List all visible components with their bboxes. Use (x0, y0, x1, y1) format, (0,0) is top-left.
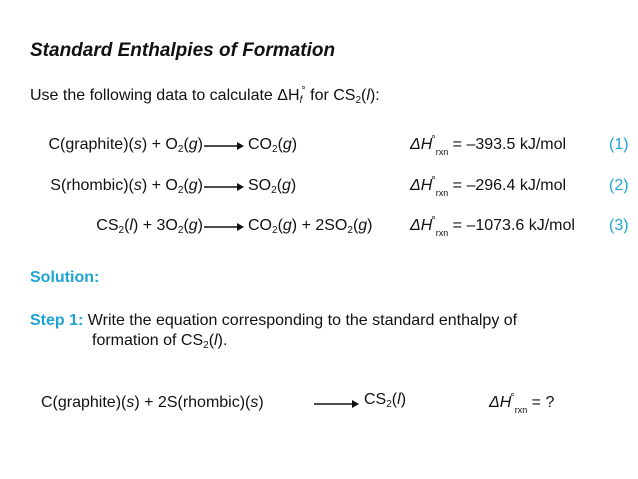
page-title: Standard Enthalpies of Formation (30, 40, 336, 61)
dh-value: –1073.6 kJ/mol (466, 217, 575, 234)
final-lhs (41, 395, 264, 411)
arrow-icon (314, 399, 359, 409)
formula-text: ( (391, 391, 398, 408)
dh-equals-tight: = (448, 217, 467, 234)
formula-text: ) + 3O (132, 217, 178, 234)
formula-text: ) (197, 217, 203, 234)
reaction-2-dh: $\Delta H^\circ_{rxn} = -296.4$ kJ/mol (410, 175, 567, 198)
state-symbol: l (397, 391, 401, 408)
formula-text: ) (290, 177, 297, 194)
state-symbol: s (133, 177, 142, 194)
formula-text: CS (96, 217, 119, 234)
intro-sub-2: 2 (355, 95, 362, 106)
state-symbol: g (188, 177, 198, 194)
formula-text: C(graphite)( (48, 136, 134, 153)
final-value: ? (545, 394, 555, 411)
equation-number: (1) (609, 136, 629, 153)
intro-sub-f: f (299, 95, 303, 106)
formula-text: CO (248, 136, 272, 153)
formula-text: ) (400, 391, 407, 408)
formula-text: ( (277, 136, 283, 153)
reaction-2-lhs (50, 178, 203, 194)
arrow-icon (204, 182, 244, 192)
state-symbol: l (129, 217, 133, 234)
reaction-1-dh: $\Delta H^\circ_{rxn} = -393.5$ kJ/mol (410, 134, 567, 157)
arrow-icon (204, 141, 244, 151)
state-symbol: s (250, 394, 259, 411)
subscript: 2 (271, 185, 277, 196)
intro-text: Use the following data to calculate $\Delta H_f^\circ$ for $CS_2(l)$: (30, 85, 380, 106)
state-symbol: g (188, 136, 198, 153)
formula-text: ( (183, 136, 189, 153)
subscript: 2 (386, 399, 392, 410)
reaction-3-dh: $\Delta H^\circ_{rxn} = -1073.6$ kJ/mol (410, 215, 575, 238)
formula-text: ( (276, 177, 283, 194)
subscript: 2 (177, 144, 184, 155)
subscript: 2 (177, 225, 184, 236)
subscript: 2 (272, 144, 278, 155)
reaction-2-rhs (248, 178, 296, 194)
formula-text: S(rhombic)( (50, 177, 134, 194)
formula-text: ) (291, 136, 298, 153)
subscript: 2 (347, 225, 353, 236)
intro-prefix: Use the following data to calculate ΔH (30, 87, 300, 104)
formula-text: ) (197, 177, 203, 194)
formula-text: ) + O (141, 136, 178, 153)
intro-middle: for CS (305, 87, 356, 104)
reaction-1-lhs (49, 137, 204, 153)
formula-text: C(graphite)( (41, 394, 127, 411)
final-rhs (364, 392, 406, 408)
formula-text: CO (248, 217, 272, 234)
state-symbol: g (188, 217, 198, 234)
reaction-3-rhs (248, 218, 373, 234)
step1-line1: Write the equation corresponding to the standard enthalpy of (87, 312, 518, 329)
formula-text: ) (197, 136, 203, 153)
reaction-3-lhs (96, 218, 203, 234)
reaction-1-rhs (248, 137, 297, 153)
step1 (30, 313, 517, 329)
subscript: 2 (177, 185, 184, 196)
dh-value: –393.5 kJ/mol (466, 136, 567, 153)
state-symbol: g (282, 136, 292, 153)
formula-text: SO (248, 177, 272, 194)
formula-text: ( (277, 217, 283, 234)
formula-text: ) + 2S(rhombic)( (134, 394, 251, 411)
arrow-icon (204, 222, 244, 232)
subscript: 2 (272, 225, 278, 236)
final-dh: $\Delta H^\circ_{rxn}$ = ? (489, 392, 555, 415)
formula-text: ) + O (141, 177, 178, 194)
state-symbol: g (282, 217, 292, 234)
equation-number: (2) (609, 177, 629, 194)
formula-text: ) (367, 217, 373, 234)
formula-text: ( (352, 217, 359, 234)
state-symbol: s (133, 136, 142, 153)
formula-text: ( (183, 177, 189, 194)
formula-text: ) + 2SO (291, 217, 348, 234)
state-symbol: g (282, 177, 291, 194)
intro-state: l (366, 87, 370, 104)
state-symbol: s (126, 394, 135, 411)
step1-line2: formation of $CS_2(l)$. (92, 332, 228, 351)
formula-text: ) (258, 394, 264, 411)
state-symbol: g (358, 217, 368, 234)
formula-text: ( (124, 217, 130, 234)
formula-text: ( (183, 217, 189, 234)
equation-number: (3) (609, 217, 629, 234)
solution-label: Solution: (30, 269, 100, 286)
formula-text: CS (364, 391, 387, 408)
subscript: 2 (118, 225, 125, 236)
dh-value: –296.4 kJ/mol (466, 177, 567, 194)
step1-label: Step 1: (30, 312, 84, 329)
